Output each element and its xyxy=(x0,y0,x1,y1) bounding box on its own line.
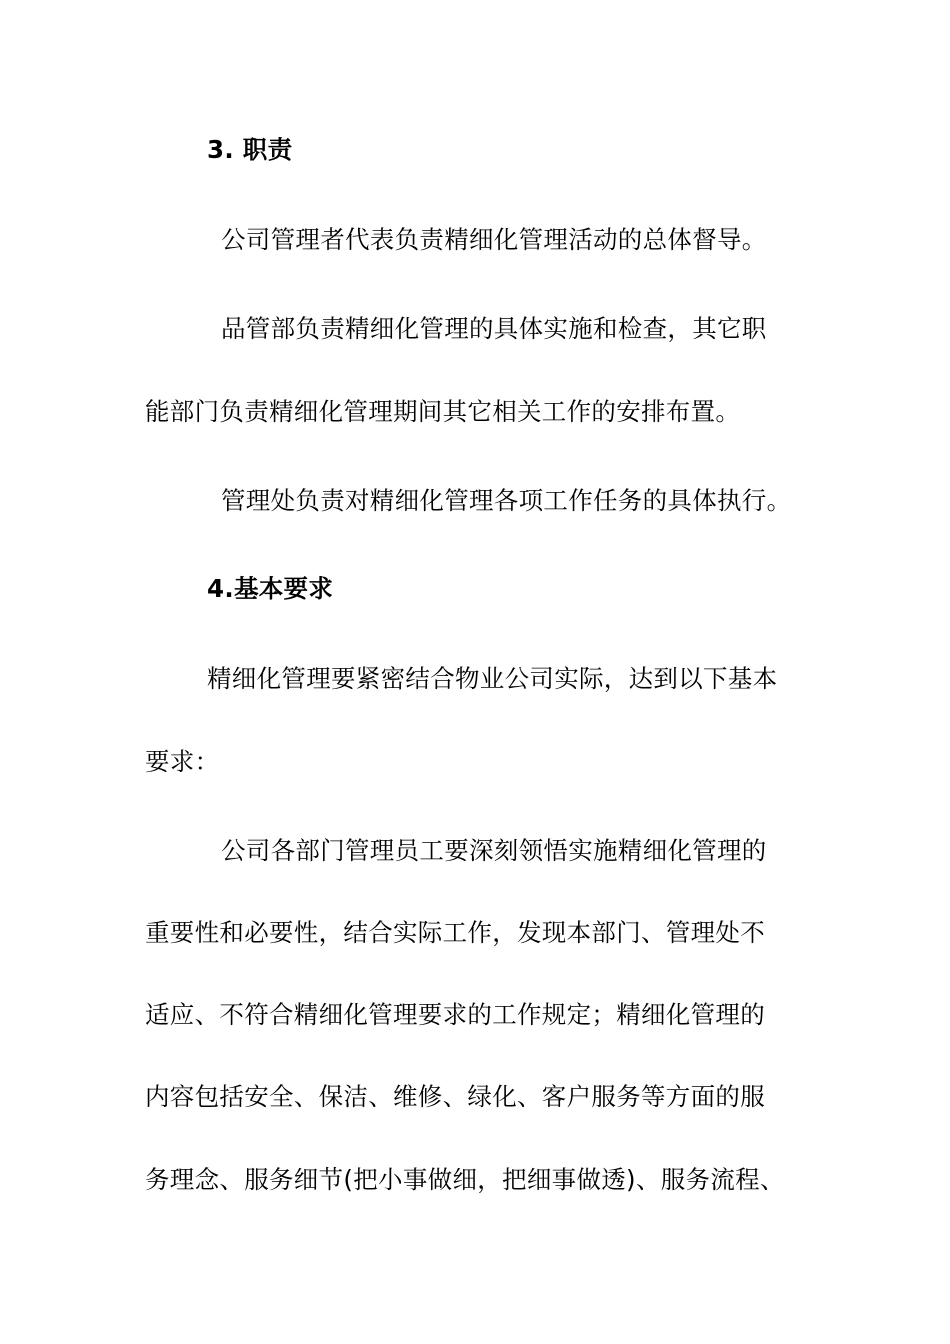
section-3-paragraph-2-line-1: 品管部负责精细化管理的具体实施和检查，其它职 xyxy=(221,314,767,343)
section-4-paragraph-2-line-5: 务理念、服务细节(把小事做细，把细事做透)、服务流程、 xyxy=(145,1165,785,1194)
section-3-paragraph-2-line-2: 能部门负责精细化管理期间其它相关工作的安排布置。 xyxy=(145,397,741,426)
section-4-paragraph-2-line-2: 重要性和必要性，结合实际工作，发现本部门、管理处不 xyxy=(145,918,765,947)
section-4-heading: 4.基本要求 xyxy=(207,574,334,603)
section-4-paragraph-1-line-2: 要求： xyxy=(145,747,220,776)
section-4-paragraph-1-line-1: 精细化管理要紧密结合物业公司实际，达到以下基本 xyxy=(207,664,778,693)
section-4-paragraph-2-line-4: 内容包括安全、保洁、维修、绿化、客户服务等方面的服 xyxy=(145,1082,765,1111)
section-4-paragraph-2-line-3: 适应、不符合精细化管理要求的工作规定；精细化管理的 xyxy=(145,1000,765,1029)
section-3-paragraph-1: 公司管理者代表负责精细化管理活动的总体督导。 xyxy=(221,225,767,254)
section-3-heading: 3. 职责 xyxy=(207,135,293,164)
section-3-paragraph-3: 管理处负责对精细化管理各项工作任务的具体执行。 xyxy=(221,486,792,515)
section-4-paragraph-2-line-1: 公司各部门管理员工要深刻领悟实施精细化管理的 xyxy=(221,836,767,865)
